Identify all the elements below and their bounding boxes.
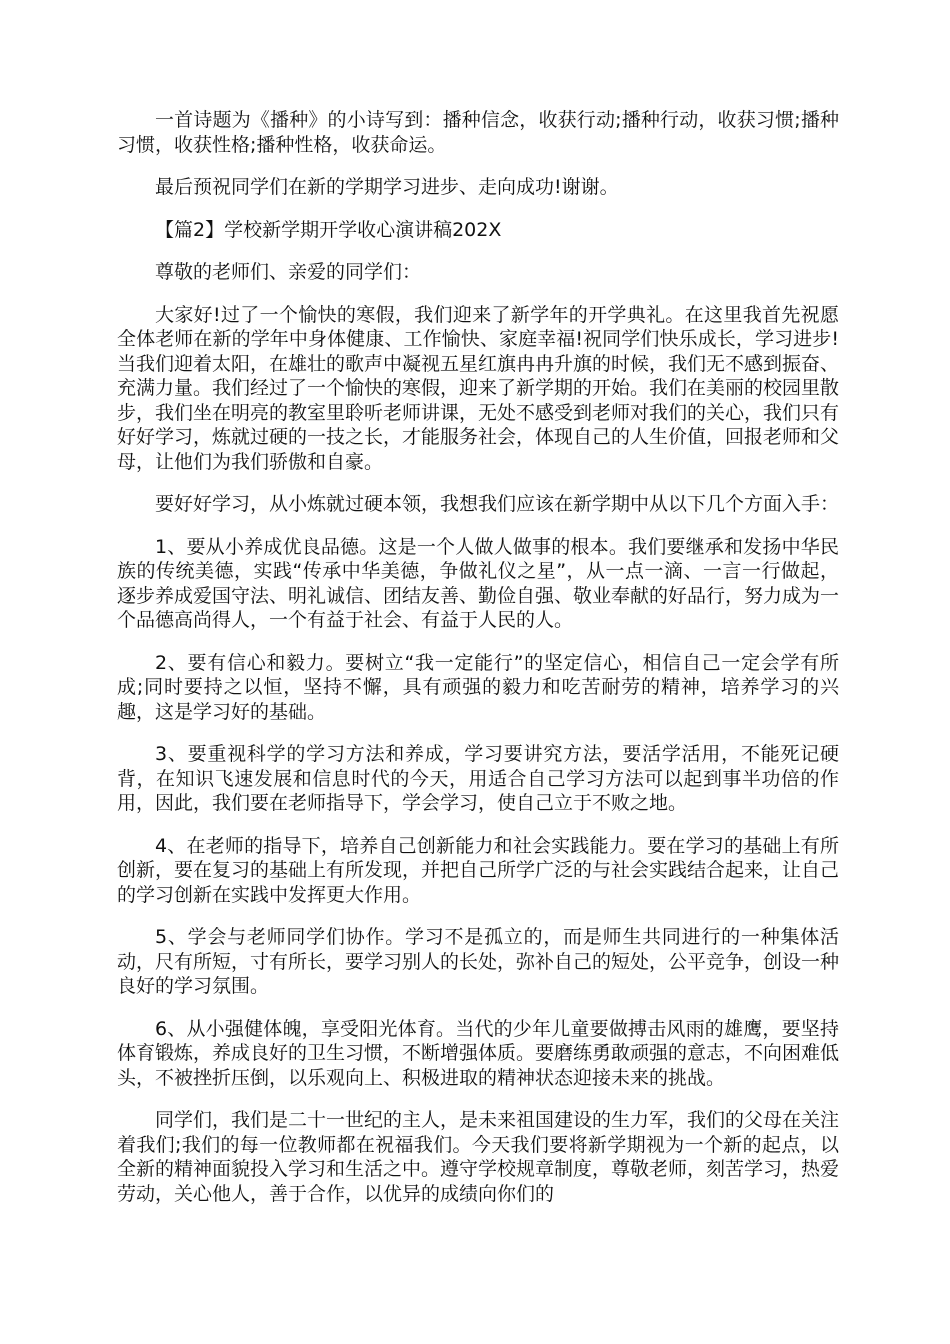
- list-item: 2、要有信心和毅力。要树立“我一定能行”的坚定信心，相信自己一定会学有所成;同时要持之以恒，坚持不懈，具有顽强的毅力和吃苦耐劳的精神，培养学习的兴趣，这是学习好的基础。: [117, 651, 839, 723]
- body-paragraph: 大家好!过了一个愉快的寒假，我们迎来了新学年的开学典礼。在这里我首先祝愿全体老师在新的学年中身体健康、工作愉快、家庭幸福!祝同学们快乐成长，学习进步! 当我们迎着太阳，在雄壮的歌声中凝视五星红旗冉冉升旗的时候，我们无不感到振奋、充满力量。我们经过了一个愉快的寒假，迎来了新学期的开始。我们在美丽的校园里散步，我们坐在明亮的教室里聆听老师讲课，无处不感受到老师对我们的关心，我们只有好好学习，炼就过硬的一技之长，才能服务社会，体现自己的人生价值，回报老师和父母，让他们为我们骄傲和自豪。: [117, 303, 840, 473]
- list-item: 6、从小强健体魄，享受阳光体育。当代的少年儿童要做搏击风雨的雄鹰，要坚持体育锻炼，养成良好的卫生习惯，不断增强体质。要磨练勇敢顽强的意志，不向困难低头，不被挫折压倒，以乐观向上、积极进取的精神状态迎接未来的挑战。: [117, 1017, 840, 1089]
- list-item: 4、在老师的指导下，培养自己创新能力和社会实践能力。要在学习的基础上有所创新，要在复习的基础上有所发现，并把自己所学广泛的与社会实践结合起来，让自己的学习创新在实践中发挥更大作用。: [117, 834, 840, 906]
- body-paragraph: 同学们，我们是二十一世纪的主人，是未来祖国建设的生力军，我们的父母在关注着我们;我们的每一位教师都在祝福我们。今天我们要将新学期视为一个新的起点，以全新的精神面貌投入学习和生活之中。遵守学校规章制度，尊敬老师，刻苦学习，热爱劳动，关心他人，善于合作，以优异的成绩向你们的: [117, 1109, 840, 1205]
- body-paragraph: 要好好学习，从小炼就过硬本领，我想我们应该在新学期中从以下几个方面入手：: [155, 493, 840, 515]
- salutation: 尊敬的老师们、亲爱的同学们：: [155, 261, 422, 283]
- list-item: 3、要重视科学的学习方法和养成，学习要讲究方法，要活学活用，不能死记硬背，在知识飞速发展和信息时代的今天，用适合自己学习方法可以起到事半功倍的作用，因此，我们要在老师指导下，学会学习，使自己立于不败之地。: [117, 743, 839, 814]
- section-heading: 【篇2】学校新学期开学收心演讲稿202X: [155, 218, 502, 241]
- closing-wish-paragraph: 最后预祝同学们在新的学期学习进步、走向成功!谢谢。: [155, 176, 619, 198]
- list-item: 5、学会与老师同学们协作。学习不是孤立的，而是师生共同进行的一种集体活动，尺有所短，寸有所长，要学习别人的长处，弥补自己的短处，公平竞争，创设一种良好的学习氛围。: [117, 926, 840, 997]
- poem-quote-paragraph: 一首诗题为《播种》的小诗写到：播种信念，收获行动;播种行动，收获习惯;播种习惯，收获性格;播种性格，收获命运。: [117, 109, 839, 156]
- document-body: [117, 108, 839, 1224]
- list-item: 1、要从小养成优良品德。这是一个人做人做事的根本。我们要继承和发扬中华民族的传统美德，实践“传承中华美德，争做礼仪之星”，从一点一滴、一言一行做起，逐步养成爱国守法、明礼诚信、团结友善、勤俭自强、敬业奉献的好品行，努力成为一个品德高尚得人，一个有益于社会、有益于人民的人。: [117, 535, 840, 631]
